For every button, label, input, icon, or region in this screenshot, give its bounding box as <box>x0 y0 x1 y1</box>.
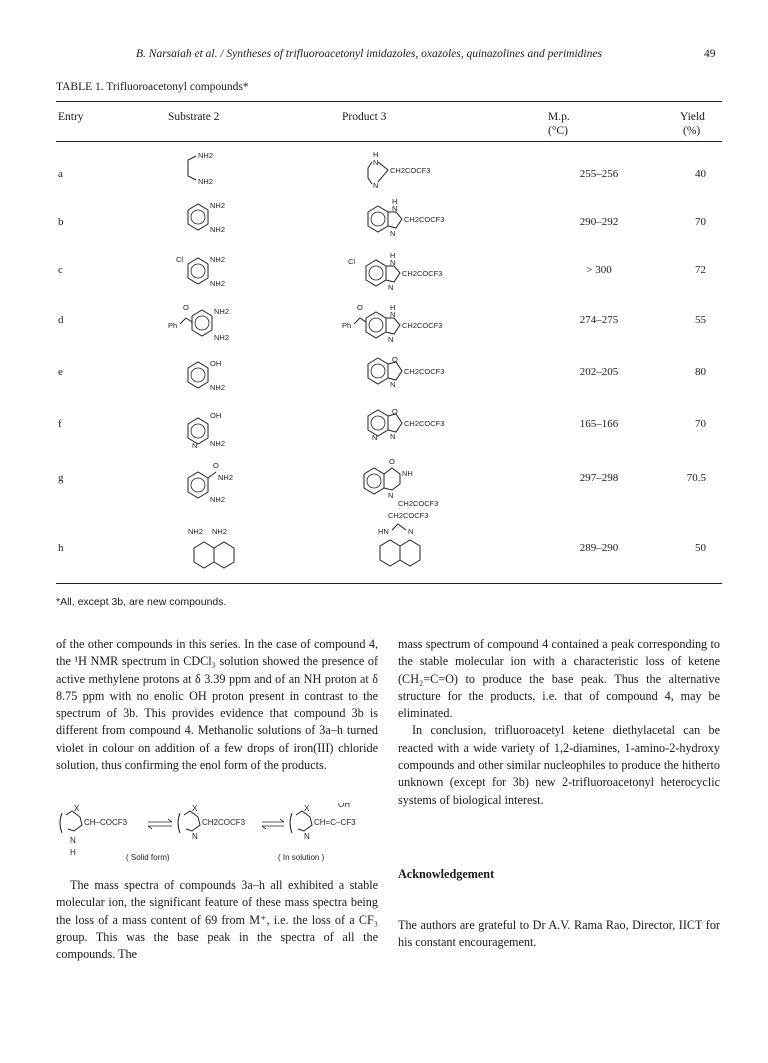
svg-text:NH2: NH2 <box>218 473 234 482</box>
substrate-structure <box>168 354 248 404</box>
svg-text:Cl: Cl <box>176 255 184 264</box>
product-structure <box>358 456 478 512</box>
substrate-structure <box>168 410 248 460</box>
mp-cell: 297–298 <box>579 472 619 484</box>
entry-cell: g <box>58 472 64 484</box>
entry-cell: e <box>58 366 63 378</box>
header-mp-unit: (°C) <box>548 125 568 137</box>
mp-cell: 255–256 <box>579 168 619 180</box>
yield-cell: 70 <box>695 418 706 430</box>
svg-text:CH–COCF3: CH–COCF3 <box>84 818 128 827</box>
product-structure <box>368 510 458 580</box>
svg-text:O: O <box>213 461 219 470</box>
svg-text:N: N <box>192 832 198 841</box>
svg-text:Ph: Ph <box>168 321 178 330</box>
header-product: Product 3 <box>342 111 387 123</box>
svg-text:CH2COCF3: CH2COCF3 <box>404 419 445 428</box>
svg-text:N: N <box>388 491 394 500</box>
svg-text:CH2COCF3: CH2COCF3 <box>390 166 431 175</box>
svg-text:H: H <box>390 251 396 260</box>
table-row <box>56 196 722 252</box>
svg-text:N: N <box>388 335 394 344</box>
yield-cell: 72 <box>695 264 706 276</box>
svg-text:H: H <box>70 848 76 857</box>
yield-cell: 70.5 <box>686 472 706 484</box>
right-column <box>398 636 720 809</box>
mp-cell: 274–275 <box>579 314 619 326</box>
svg-text:HN: HN <box>378 527 389 536</box>
svg-text:N: N <box>373 181 379 190</box>
svg-text:N: N <box>388 283 394 292</box>
svg-text:X: X <box>192 804 198 813</box>
entry-cell: b <box>58 216 64 228</box>
mp-cell: 290–292 <box>579 216 619 228</box>
running-title: B. Narsaiah et al. / Syntheses of trifluoroacetonyl imidazoles, oxazoles, quinazolines and perimidines <box>136 48 602 60</box>
tautomer-scheme <box>56 803 378 863</box>
svg-text:CH2COCF3: CH2COCF3 <box>398 499 439 508</box>
table-row <box>56 250 722 306</box>
svg-text:N: N <box>372 433 378 442</box>
page-number: 49 <box>704 48 716 60</box>
header-substrate: Substrate 2 <box>168 111 220 123</box>
svg-text:X: X <box>304 804 310 813</box>
entry-cell: f <box>58 418 62 430</box>
svg-text:( In solution ): ( In solution ) <box>278 853 325 862</box>
body-paragraph: mass spectrum of compound 4 contained a peak corresponding to the stable molecular ion with a characteristic loss of ketene (CH₂=C=O) to produce the base peak. Thus the alternative structure for the products, i.e. that of compound 4, may be eliminated. <box>398 637 720 721</box>
mp-cell: > 300 <box>586 264 612 276</box>
header-entry: Entry <box>58 111 84 123</box>
svg-text:CH2COCF3: CH2COCF3 <box>202 818 246 827</box>
svg-text:NH2: NH2 <box>198 151 214 160</box>
svg-text:NH2: NH2 <box>212 527 228 536</box>
yield-cell: 70 <box>695 216 706 228</box>
left-column-bottom <box>56 877 378 963</box>
svg-text:N: N <box>373 158 379 167</box>
svg-text:CH2COCF3: CH2COCF3 <box>404 367 445 376</box>
svg-text:N: N <box>392 204 398 213</box>
substrate-structure <box>164 300 254 350</box>
substrate-structure <box>168 196 248 246</box>
svg-text:N: N <box>390 432 396 441</box>
svg-text:N: N <box>192 441 198 450</box>
product-structure <box>358 354 478 404</box>
table-footnote: *All, except 3b, are new compounds. <box>56 596 227 608</box>
product-structure <box>358 407 478 460</box>
svg-text:CH2COCF3: CH2COCF3 <box>404 215 445 224</box>
body-paragraph: The mass spectra of compounds 3a–h all exhibited a stable molecular ion, the significant feature of these mass spectra being the loss of a mass content of 69 from M⁺, i.e. the loss of a CF₃ group. This was the base peak in the spectra of all the compounds. The <box>56 878 378 962</box>
substrate-structure <box>168 461 258 514</box>
svg-text:NH2: NH2 <box>214 333 230 342</box>
body-paragraph: of the other compounds in this series. In the case of compound 4, the ¹H NMR spectrum in CDCl₃ solution showed the presence of active methylene protons at δ 3.39 ppm and of an NH proton at δ 8.75 ppm with no enolic OH proton present in contrast to the spectrum of 3b. This provides evidence that compound 3b is different from compound 4. Methanolic solutions of 3a–h turned violet in colour on addition of a few drops of iron(III) chloride solution, thus confirming the enol form of the products. <box>56 637 378 773</box>
left-column-top <box>56 636 378 774</box>
entry-cell: h <box>58 542 64 554</box>
svg-text:NH2: NH2 <box>210 495 226 504</box>
svg-text:N: N <box>390 229 396 238</box>
table-title: TABLE 1. Trifluoroacetonyl compounds* <box>56 81 249 93</box>
mp-cell: 202–205 <box>579 366 619 378</box>
header-yield: Yield <box>680 111 705 123</box>
svg-text:N: N <box>390 310 396 319</box>
svg-text:N: N <box>390 258 396 267</box>
entry-cell: a <box>58 168 63 180</box>
svg-text:H: H <box>390 303 396 312</box>
svg-text:NH2: NH2 <box>198 177 214 186</box>
mp-cell: 165–166 <box>579 418 619 430</box>
svg-text:H: H <box>392 197 398 206</box>
svg-text:CH2COCF3: CH2COCF3 <box>402 269 443 278</box>
svg-text:O: O <box>392 407 398 416</box>
svg-text:NH2: NH2 <box>210 201 226 210</box>
svg-text:X: X <box>74 804 80 813</box>
header-mp: M.p. <box>548 111 570 123</box>
entry-cell: d <box>58 314 64 326</box>
product-structure <box>346 250 476 300</box>
svg-text:NH2: NH2 <box>210 439 226 448</box>
svg-text:NH2: NH2 <box>210 383 226 392</box>
svg-text:O: O <box>357 303 363 312</box>
table-row <box>56 354 722 410</box>
svg-text:NH2: NH2 <box>210 225 226 234</box>
svg-text:O: O <box>389 457 395 466</box>
svg-text:NH2: NH2 <box>210 255 226 264</box>
mp-cell: 289–290 <box>579 542 619 554</box>
yield-cell: 80 <box>695 366 706 378</box>
substrate-structure <box>168 146 248 196</box>
svg-text:CH2COCF3: CH2COCF3 <box>388 511 429 520</box>
svg-text:OH: OH <box>210 411 222 420</box>
product-structure <box>358 196 478 246</box>
table-row <box>56 300 722 356</box>
substrate-structure <box>186 524 266 580</box>
yield-cell: 55 <box>695 314 706 326</box>
acknowledgement-heading: Acknowledgement <box>398 867 495 881</box>
svg-text:NH2: NH2 <box>188 527 204 536</box>
substrate-structure <box>168 250 248 300</box>
svg-text:N: N <box>70 836 76 845</box>
yield-cell: 40 <box>695 168 706 180</box>
yield-cell: 50 <box>695 542 706 554</box>
svg-text:CH2COCF3: CH2COCF3 <box>402 321 443 330</box>
svg-text:( Solid form): ( Solid form) <box>126 853 170 862</box>
svg-text:Cl: Cl <box>348 257 356 266</box>
entry-cell: c <box>58 264 63 276</box>
svg-text:H: H <box>373 150 379 159</box>
svg-text:NH2: NH2 <box>214 307 230 316</box>
svg-text:NH: NH <box>402 469 413 478</box>
table-header-rule <box>56 141 722 142</box>
product-structure <box>340 300 480 350</box>
table-bottom-rule <box>56 583 722 584</box>
svg-text:Ph: Ph <box>342 321 352 330</box>
svg-text:OH: OH <box>338 803 350 809</box>
svg-text:N: N <box>390 380 396 389</box>
table-row <box>56 146 722 202</box>
product-structure <box>358 146 478 196</box>
acknowledgement-text: The authors are grateful to Dr A.V. Rama Rao, Director, IICT for his constant encouragement. <box>398 918 720 950</box>
svg-text:O: O <box>183 303 189 312</box>
svg-text:CH=C–CF3: CH=C–CF3 <box>314 818 356 827</box>
svg-text:N: N <box>304 832 310 841</box>
svg-text:N: N <box>408 527 414 536</box>
table-row <box>56 511 722 574</box>
body-paragraph: In conclusion, trifluoroacetyl ketene diethylacetal can be reacted with a wide variety of 1,2-diamines, 1-amino-2-hydroxy compounds and other similar nucleophiles to produce the hitherto unknown (except for 3b) new 2-trifluoroacetonyl heterocyclic systems of biological interest. <box>398 723 720 807</box>
header-yield-unit: (%) <box>683 125 701 137</box>
svg-text:NH2: NH2 <box>210 279 226 288</box>
svg-text:OH: OH <box>210 359 222 368</box>
svg-text:O: O <box>392 355 398 364</box>
table-top-rule <box>56 101 722 102</box>
